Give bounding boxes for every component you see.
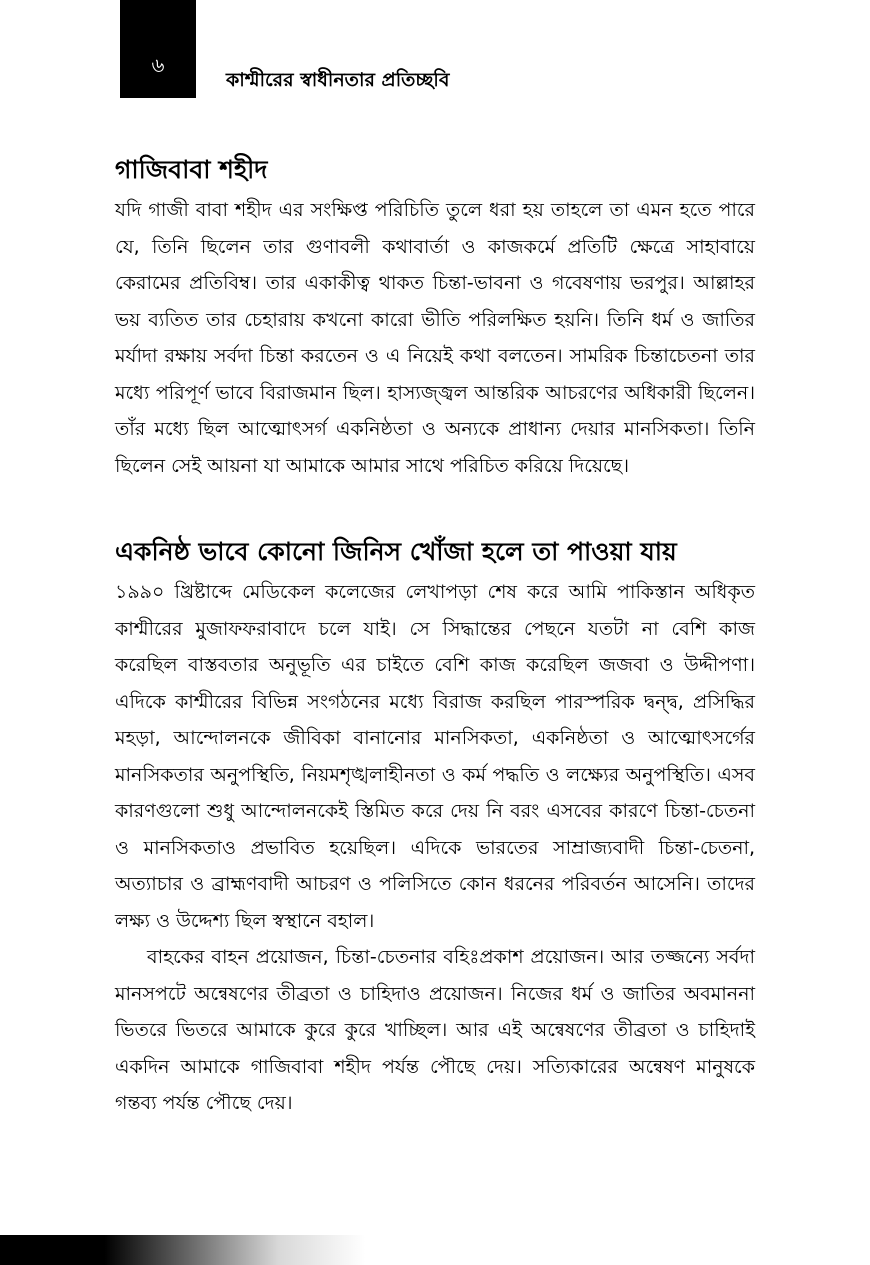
body-paragraph: ১৯৯০ খ্রিষ্টাব্দে মেডিকেল কলেজের লেখাপড়া শেষ করে আমি পাকিস্তান অধিকৃত কাশ্মীরের মুজাফফরাবাদে চলে যাই। সে সিদ্ধান্তের পেছনে যতটা না বেশি কাজ করেছিল বাস্তবতার অনুভূতি এর চাইতে বেশি কাজ করেছিল জজবা ও উদ্দীপণা। এদিকে কাশ্মীরের বিভিন্ন সংগঠনের মধ্যে বিরাজ করছিল পারস্পরিক দ্বন্দ্ব, প্রসিদ্ধির মহড়া, আন্দোলনকে জীবিকা বানানোর মানসিকতা, একনিষ্ঠতা ও আত্মোৎসর্গের মানসিকতার অনুপস্থিতি, নিয়মশৃঙ্খলাহীনতা ও কর্ম পদ্ধতি ও লক্ষ্যের অনুপস্থিতি। এসব কারণগুলো শুধু আন্দোলনকেই স্তিমিত করে দেয় নি বরং এসবের কারণে চিন্তা-চেতনা ও মানসিকতাও প্রভাবিত হয়েছিল। এদিকে ভারতের সাম্রাজ্যবাদী চিন্তা-চেতনা, অত্যাচার ও ব্রাহ্মণবাদী আচরণ ও পলিসিতে কোন ধরনের পরিবর্তন আসেনি। তাদের লক্ষ্য ও উদ্দেশ্য ছিল স্বস্থানে বহাল। (115, 581, 755, 932)
section-heading: গাজিবাবা শহীদ (115, 155, 268, 184)
body-paragraph: বাহকের বাহন প্রয়োজন, চিন্তা-চেতনার বহিঃপ্রকাশ প্রয়োজন। আর তজ্জন্যে সর্বদা মানসপটে অন্বেষণের তীব্রতা ও চাহিদাও প্রয়োজন। নিজের ধর্ম ও জাতির অবমাননা ভিতরে ভিতরে আমাকে কুরে কুরে খাচ্ছিল। আর এই অন্বেষণের তীব্রতা ও চাহিদাই একদিন আমাকে গাজিবাবা শহীদ পর্যন্ত পৌছে দেয়। সত্যিকারের অন্বেষণ মানুষকে গন্তব্য পর্যন্ত পৌছে দেয়। (115, 946, 755, 1114)
body-paragraph: যদি গাজী বাবা শহীদ এর সংক্ষিপ্ত পরিচিতি তুলে ধরা হয় তাহলে তা এমন হতে পারে যে, তিনি ছিলেন তার গুণাবলী কথাবার্তা ও কাজকর্মে প্রতিটি ক্ষেত্রে সাহাবায়ে কেরামের প্রতিবিম্ব। তার একাকীত্ব থাকত চিন্তা-ভাবনা ও গবেষণায় ভরপুর। আল্লাহর ভয় ব্যতিত তার চেহারায় কখনো কারো ভীতি পরিলক্ষিত হয়নি। তিনি ধর্ম ও জাতির মর্যাদা রক্ষায় সর্বদা চিন্তা করতেন ও এ নিয়েই কথা বলতেন। সামরিক চিন্তাচেতনা তার মধ্যে পরিপূর্ণ ভাবে বিরাজমান ছিল। হাস্যজ্জ্বল আন্তরিক আচরণের অধিকারী ছিলেন। তাঁর মধ্যে ছিল আত্মোৎসর্গ একনিষ্ঠতা ও অন্যকে প্রাধান্য দেয়ার মানসিকতা। তিনি ছিলেন সেই আয়না যা আমাকে আমার সাথে পরিচিত করিয়ে দিয়েছে। (115, 199, 755, 477)
page-number-box (120, 0, 196, 98)
section-search (115, 530, 755, 1122)
section-heading: একনিষ্ঠ ভাবে কোনো জিনিস খোঁজা হলে তা পাওয়া যায় (115, 537, 677, 566)
page-number: ৬ (151, 53, 165, 77)
section-gazibaba (115, 148, 755, 484)
footer-gradient-bar (0, 1235, 870, 1265)
page-body (115, 148, 755, 1168)
running-header-title: কাশ্মীরের স্বাধীনতার প্রতিচ্ছবি (226, 69, 450, 91)
